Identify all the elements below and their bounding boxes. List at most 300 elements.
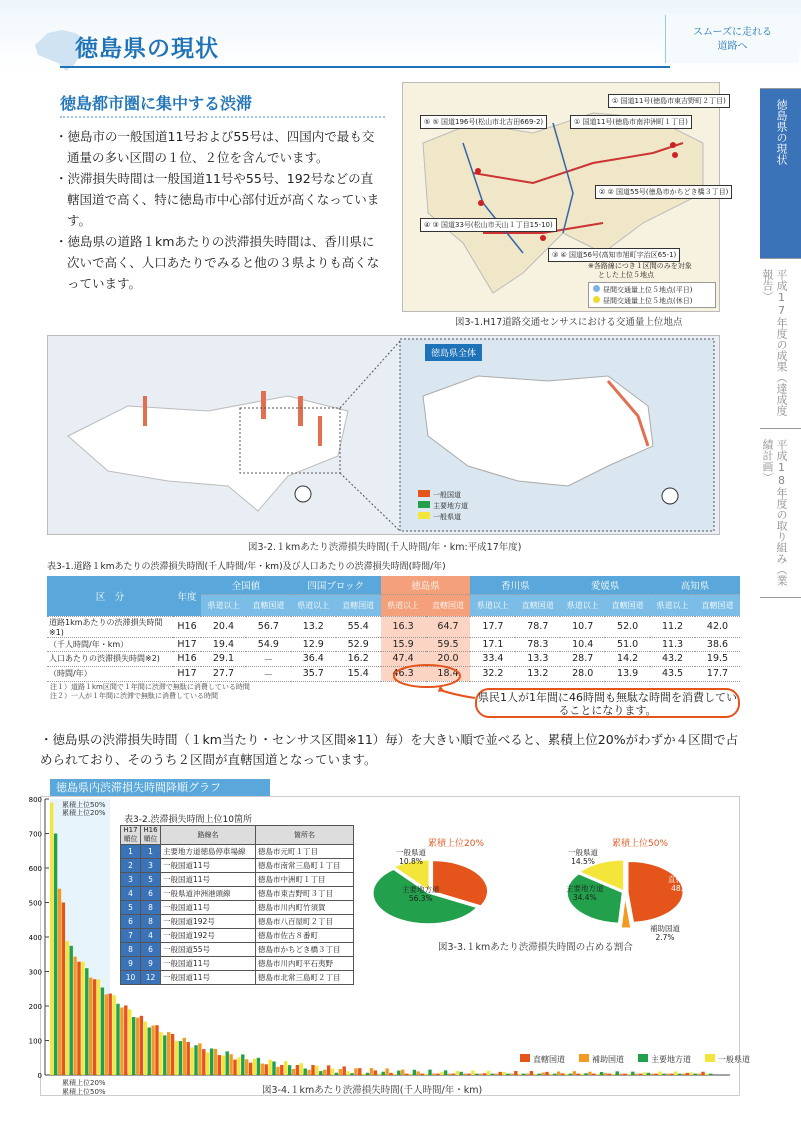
row-year: H16 bbox=[173, 651, 201, 666]
bar bbox=[534, 1074, 537, 1075]
bar bbox=[674, 1072, 677, 1075]
side-tab-plan[interactable]: 平成18年度の取り組み（業績計画） bbox=[760, 428, 801, 598]
bar bbox=[315, 1066, 318, 1075]
table-row bbox=[121, 943, 354, 957]
bar bbox=[436, 1074, 439, 1075]
table-cell: 1 bbox=[121, 845, 141, 859]
table-cell: 78.7 bbox=[515, 616, 560, 637]
y-tick-label: 800 bbox=[28, 796, 42, 804]
table-cell: 28.7 bbox=[560, 651, 605, 666]
bar bbox=[214, 1049, 217, 1075]
table-cell: 6 bbox=[141, 887, 161, 901]
th-sub: 県道以上 bbox=[381, 594, 426, 616]
table-row bbox=[121, 887, 354, 901]
bar bbox=[218, 1055, 221, 1075]
table-cell: 徳島市川内町竹須賀 bbox=[256, 901, 354, 915]
table-row bbox=[121, 971, 354, 985]
note: 注１）道路１km区間で１年間に渋滞で無駄に消費している時間 bbox=[50, 683, 250, 691]
bar bbox=[292, 1069, 295, 1075]
table-cell: 16.3 bbox=[381, 616, 426, 637]
table-cell: 43.5 bbox=[650, 666, 695, 681]
bar bbox=[366, 1073, 369, 1075]
graph-title: 徳島県内渋滞損失時間降順グラフ bbox=[50, 779, 270, 796]
shikoku-3d-loss-map bbox=[48, 336, 719, 534]
table-cell: 一般国道192号 bbox=[161, 929, 256, 943]
pie-label-name: 直轄国道 bbox=[483, 870, 513, 879]
bar bbox=[569, 1074, 572, 1075]
bar bbox=[463, 1074, 466, 1075]
bar bbox=[179, 1041, 182, 1075]
y-tick-label: 500 bbox=[28, 899, 42, 908]
bar bbox=[385, 1068, 388, 1075]
bar bbox=[616, 1071, 619, 1075]
table-cell: 一般国道11号 bbox=[161, 873, 256, 887]
bar bbox=[682, 1074, 685, 1075]
bar bbox=[530, 1071, 533, 1075]
bar bbox=[62, 903, 65, 1076]
bar bbox=[116, 1004, 119, 1075]
bar bbox=[635, 1074, 638, 1075]
bar bbox=[284, 1061, 287, 1075]
legend-label: 一般県道 bbox=[718, 1055, 750, 1064]
bar bbox=[323, 1070, 326, 1075]
bar bbox=[85, 968, 88, 1075]
bar bbox=[58, 889, 61, 1075]
pie-label-name: 主要地方道 bbox=[402, 885, 440, 894]
bar bbox=[202, 1049, 205, 1075]
th-region: 全国値 bbox=[201, 576, 291, 594]
table-cell: 43.2 bbox=[650, 651, 695, 666]
legend-label: 一般国道 bbox=[433, 491, 461, 499]
bar bbox=[580, 1074, 583, 1075]
bar bbox=[405, 1074, 408, 1075]
bar bbox=[518, 1074, 521, 1075]
table-cell: 17.7 bbox=[695, 666, 740, 681]
note: 注２）一人が１年間に渋滞で無駄に消費している時間 bbox=[50, 692, 218, 700]
table-cell: 13.9 bbox=[605, 666, 650, 681]
graph-caption: 図3-4.１kmあたり渋滞損失時間(千人時間/年・km) bbox=[262, 1085, 483, 1096]
bar bbox=[655, 1074, 658, 1075]
bar bbox=[296, 1065, 299, 1075]
bar bbox=[382, 1072, 385, 1075]
table-cell: 35.7 bbox=[291, 666, 336, 681]
bar bbox=[658, 1072, 661, 1075]
table-cell: 56.7 bbox=[246, 616, 291, 637]
table-cell: 13.3 bbox=[515, 651, 560, 666]
bar bbox=[354, 1068, 357, 1075]
table-cell: 4 bbox=[121, 887, 141, 901]
bar bbox=[335, 1073, 338, 1075]
table-cell: 12 bbox=[141, 971, 161, 985]
graph-legend bbox=[520, 1054, 750, 1065]
table-cell: 2 bbox=[121, 859, 141, 873]
bar bbox=[226, 1051, 229, 1075]
bar bbox=[288, 1065, 291, 1075]
bar bbox=[249, 1063, 252, 1075]
table2 bbox=[120, 825, 354, 985]
table-cell: 17.1 bbox=[470, 637, 515, 651]
bar bbox=[639, 1074, 642, 1075]
bar bbox=[190, 1048, 193, 1075]
table-row bbox=[121, 901, 354, 915]
table-cell: － bbox=[246, 651, 291, 666]
table-cell: 42.0 bbox=[695, 616, 740, 637]
bar bbox=[565, 1074, 568, 1075]
table-cell: 12.9 bbox=[291, 637, 336, 651]
bar bbox=[81, 962, 84, 1075]
yellow-dot-icon bbox=[593, 296, 600, 303]
bar bbox=[678, 1074, 681, 1075]
bar bbox=[374, 1070, 377, 1075]
pie-label bbox=[566, 884, 604, 902]
bar bbox=[159, 1032, 162, 1075]
table-row bbox=[121, 957, 354, 971]
bar bbox=[245, 1059, 248, 1075]
bar bbox=[389, 1073, 392, 1075]
bullet-item: ・徳島市の一般国道11号および55号は、四国内で最も交通量の多い区間の１位、２位を含んでいます。 bbox=[55, 129, 375, 165]
pie-label-value: 2.7% bbox=[655, 933, 675, 942]
bar bbox=[577, 1074, 580, 1075]
bar bbox=[588, 1072, 591, 1075]
bar bbox=[608, 1074, 611, 1075]
y-tick-label: 600 bbox=[28, 865, 42, 873]
bar bbox=[253, 1059, 256, 1075]
side-tab-current[interactable]: 徳島県の現状 bbox=[760, 88, 801, 258]
pie-label-name: 直轄国道 bbox=[668, 875, 698, 884]
bar bbox=[596, 1074, 599, 1075]
loss-map-figure bbox=[47, 335, 720, 535]
pie-label-value: 10.8% bbox=[399, 857, 423, 866]
bar bbox=[479, 1074, 482, 1075]
bar bbox=[705, 1074, 708, 1075]
bar bbox=[194, 1045, 197, 1075]
th-sub: 直轄国道 bbox=[515, 594, 560, 616]
table-cell: 徳島市八百屋町２丁目 bbox=[256, 915, 354, 929]
table2-title: 表3-2.渋滞損失時間上位10箇所 bbox=[124, 815, 253, 825]
table-cell: 29.1 bbox=[201, 651, 246, 666]
bar bbox=[526, 1074, 529, 1075]
bar bbox=[171, 1034, 174, 1075]
header-tag bbox=[665, 15, 799, 63]
bar bbox=[448, 1074, 451, 1075]
table-cell: 11.3 bbox=[650, 637, 695, 651]
pie-label bbox=[568, 848, 598, 866]
table-cell: 6 bbox=[141, 943, 161, 957]
table-cell: 徳島市川内町平石夷野 bbox=[256, 957, 354, 971]
bar bbox=[257, 1058, 260, 1075]
bar bbox=[421, 1074, 424, 1075]
table-cell: 19.5 bbox=[695, 651, 740, 666]
bar bbox=[573, 1071, 576, 1075]
bar bbox=[66, 941, 69, 1075]
fig2-caption: 図3-2.１kmあたり渋滞損失時間(千人時間/年・km:平成17年度) bbox=[248, 542, 522, 553]
map-label: ① 国道11号(徳島市南沖洲町１丁目) bbox=[570, 115, 692, 129]
table-row bbox=[47, 616, 740, 637]
map-road-legend bbox=[418, 490, 468, 523]
th: H17順位 bbox=[121, 826, 141, 845]
bar bbox=[304, 1069, 307, 1075]
bar bbox=[370, 1068, 373, 1075]
map-note-1: ※各路線につき１区間のみを対象 bbox=[588, 262, 692, 270]
th-region: 徳島県 bbox=[381, 576, 471, 594]
table-cell: 一般国道11号 bbox=[161, 971, 256, 985]
bar bbox=[456, 1071, 459, 1075]
table-cell: 徳島市南常三島町１丁目 bbox=[256, 859, 354, 873]
bar bbox=[514, 1071, 517, 1075]
row-label: 人口あたりの渋滞損失時間※2) bbox=[47, 651, 173, 666]
legend-item bbox=[705, 1054, 750, 1065]
bar bbox=[584, 1073, 587, 1075]
bar bbox=[362, 1074, 365, 1075]
bar bbox=[210, 1048, 213, 1075]
pie-slice bbox=[621, 897, 630, 927]
bar bbox=[623, 1074, 626, 1075]
table-cell: 徳島市北常三島町２丁目 bbox=[256, 971, 354, 985]
map-label: ⑤ ⑤ 国道196号(松山市北吉田669-2) bbox=[420, 115, 547, 129]
bar bbox=[128, 1009, 131, 1075]
table-row bbox=[121, 845, 354, 859]
table-cell: 52.9 bbox=[336, 637, 381, 651]
bar bbox=[183, 1038, 186, 1075]
pie-label-value: 14.5% bbox=[571, 857, 595, 866]
bar bbox=[163, 1035, 166, 1075]
swatch-icon bbox=[579, 1054, 589, 1062]
bullet-item: ・渋滞損失時間は一般国道11号や55号、192号などの直轄国道で高く、特に徳島市中心部付近が高くなっています。 bbox=[55, 171, 380, 228]
legend-label: 主要地方道 bbox=[433, 502, 468, 510]
map-label: ① 国道11号(徳島市東吉野町２丁目) bbox=[608, 94, 730, 108]
bar bbox=[101, 987, 104, 1075]
bar bbox=[97, 980, 100, 1075]
th-sub: 県道以上 bbox=[291, 594, 336, 616]
row-year: H16 bbox=[173, 616, 201, 637]
bar bbox=[491, 1074, 494, 1075]
legend-weekday bbox=[593, 285, 711, 296]
th-sub: 県道以上 bbox=[470, 594, 515, 616]
bar bbox=[417, 1071, 420, 1075]
legend-holiday bbox=[593, 296, 711, 307]
table1-title: 表3-1.道路１kmあたりの渋滞損失時間(千人時間/年・km)及び人口あたりの渋滞損失時間(時間/年) bbox=[47, 562, 446, 572]
map-note bbox=[588, 262, 692, 280]
fig1-caption: 図3-1.H17道路交通センサスにおける交通量上位地点 bbox=[455, 317, 683, 328]
bar bbox=[132, 1017, 135, 1075]
table-cell: 一般国道11号 bbox=[161, 957, 256, 971]
bar bbox=[77, 962, 80, 1075]
bar bbox=[393, 1074, 396, 1075]
swatch-icon bbox=[418, 512, 430, 519]
bar bbox=[522, 1074, 525, 1075]
bar bbox=[268, 1060, 271, 1075]
table-cell: 一般国道11号 bbox=[161, 901, 256, 915]
pie-label bbox=[396, 848, 426, 866]
bar bbox=[89, 978, 92, 1075]
swatch-icon bbox=[418, 501, 430, 508]
legend-item bbox=[418, 501, 468, 512]
pie-label bbox=[402, 885, 440, 903]
table-cell: 一般国道11号 bbox=[161, 859, 256, 873]
bar bbox=[549, 1074, 552, 1075]
header-rule bbox=[60, 66, 670, 68]
bar bbox=[233, 1060, 236, 1075]
map-note-2: とした上位５地点 bbox=[598, 271, 654, 279]
bar bbox=[175, 1041, 178, 1075]
bar bbox=[307, 1070, 310, 1075]
bar bbox=[327, 1065, 330, 1075]
bar bbox=[432, 1073, 435, 1075]
table-cell: 1 bbox=[141, 845, 161, 859]
bar bbox=[643, 1072, 646, 1075]
table-cell: 一般国道55号 bbox=[161, 943, 256, 957]
table-cell: 10.4 bbox=[560, 637, 605, 651]
bar bbox=[440, 1072, 443, 1075]
table-cell: 47.4 bbox=[381, 651, 426, 666]
bar bbox=[487, 1071, 490, 1075]
table-cell: 9 bbox=[121, 957, 141, 971]
callout-highlight bbox=[380, 650, 480, 710]
bar bbox=[151, 1026, 154, 1075]
table-cell: 8 bbox=[121, 943, 141, 957]
th-region: 高知県 bbox=[650, 576, 740, 594]
th-sub: 直轄国道 bbox=[695, 594, 740, 616]
table-cell: 27.7 bbox=[201, 666, 246, 681]
table-cell: 5 bbox=[121, 901, 141, 915]
table-row bbox=[121, 929, 354, 943]
bar bbox=[444, 1070, 447, 1075]
table-cell: 15.4 bbox=[336, 666, 381, 681]
side-tab-results[interactable]: 平成17年度の成果（達成度報告） bbox=[760, 258, 801, 428]
map-legend bbox=[588, 282, 716, 308]
bar bbox=[261, 1064, 264, 1075]
table-cell: 38.6 bbox=[695, 637, 740, 651]
bar bbox=[510, 1074, 513, 1075]
pie-label bbox=[668, 875, 698, 893]
pie-label-name: 一般県道 bbox=[568, 848, 598, 857]
table-cell: 13.2 bbox=[291, 616, 336, 637]
table-row bbox=[121, 873, 354, 887]
pie-label-value: 32.9% bbox=[486, 879, 510, 888]
legend-label: 主要地方道 bbox=[651, 1055, 691, 1064]
table-cell: 10.7 bbox=[560, 616, 605, 637]
bar bbox=[105, 994, 108, 1075]
th-sub: 直轄国道 bbox=[246, 594, 291, 616]
legend-weekday-label: 昼間交通量上位５地点(平日) bbox=[603, 286, 693, 294]
north-arrow-icon bbox=[295, 486, 311, 502]
bar bbox=[93, 979, 96, 1075]
th: H16順位 bbox=[141, 826, 161, 845]
table-cell: 64.7 bbox=[426, 616, 471, 637]
inset-title: 徳島県全体 bbox=[425, 344, 482, 361]
table-cell: 9 bbox=[141, 957, 161, 971]
table-cell: 14.2 bbox=[605, 651, 650, 666]
legend-item bbox=[579, 1054, 624, 1065]
bar bbox=[627, 1074, 630, 1075]
bar bbox=[280, 1065, 283, 1075]
table-cell: 徳島市中洲町１丁目 bbox=[256, 873, 354, 887]
bar bbox=[631, 1072, 634, 1075]
th: 箇所名 bbox=[256, 826, 354, 845]
table-cell: 19.4 bbox=[201, 637, 246, 651]
y-tick-label: 700 bbox=[28, 830, 42, 839]
bar bbox=[424, 1074, 427, 1075]
map-label: ④ ③ 国道33号(松山市天山１丁目15-10) bbox=[420, 218, 557, 232]
bar bbox=[319, 1071, 322, 1075]
th: 路線名 bbox=[161, 826, 256, 845]
bar bbox=[144, 1022, 147, 1075]
table-cell: 8 bbox=[141, 901, 161, 915]
bar bbox=[600, 1072, 603, 1075]
th-sub: 直轄国道 bbox=[426, 594, 471, 616]
bar bbox=[140, 1016, 143, 1075]
table-cell: 10 bbox=[121, 971, 141, 985]
table-cell: 15.9 bbox=[381, 637, 426, 651]
bar bbox=[670, 1074, 673, 1075]
bar bbox=[709, 1074, 712, 1075]
map-label: ② ② 国道55号(徳島市かちどき橋３丁目) bbox=[595, 185, 732, 199]
bar bbox=[331, 1069, 334, 1075]
bar bbox=[206, 1052, 209, 1075]
pie-label bbox=[650, 924, 680, 942]
bar bbox=[662, 1074, 665, 1075]
y-tick-label: 200 bbox=[28, 1003, 42, 1011]
bar bbox=[499, 1072, 502, 1075]
table-cell: 46.3 bbox=[381, 666, 426, 681]
bar bbox=[198, 1043, 201, 1075]
table-cell: 51.0 bbox=[605, 637, 650, 651]
row-label: （千人時間/年・km） bbox=[47, 637, 173, 651]
table-row bbox=[47, 637, 740, 651]
bar bbox=[651, 1074, 654, 1075]
bar bbox=[155, 1025, 158, 1075]
bar bbox=[73, 957, 76, 1075]
bullet-item: ・徳島県の道路１kmあたりの渋滞損失時間は、香川県に次いで高く、人口あたりでみると他の３県よりも高くなっています。 bbox=[55, 234, 380, 291]
pie20-title: 累積上位20% bbox=[428, 839, 485, 849]
bar bbox=[222, 1055, 225, 1075]
bar bbox=[229, 1054, 232, 1075]
bar bbox=[311, 1065, 314, 1075]
bar bbox=[502, 1072, 505, 1075]
bar bbox=[495, 1074, 498, 1075]
legend-item bbox=[418, 490, 468, 501]
bar bbox=[397, 1071, 400, 1075]
pie-label-value: 48.4% bbox=[671, 884, 695, 893]
map-label: ③ ④ 国道56号(高知市旭町宇治区65-1) bbox=[548, 248, 680, 262]
page-title: 徳島県の現状 bbox=[75, 36, 219, 62]
th-region: 香川県 bbox=[470, 576, 560, 594]
bar bbox=[506, 1074, 509, 1075]
table-cell: 徳島市佐古８番町 bbox=[256, 929, 354, 943]
table-cell: 主要地方道徳島停車場線 bbox=[161, 845, 256, 859]
bar bbox=[483, 1073, 486, 1075]
bar bbox=[619, 1074, 622, 1075]
pie-label bbox=[483, 870, 513, 888]
bar bbox=[300, 1063, 303, 1075]
y-tick-label: 0 bbox=[37, 1072, 42, 1080]
bar bbox=[647, 1073, 650, 1075]
swatch-icon bbox=[520, 1054, 530, 1062]
table-cell: 16.2 bbox=[336, 651, 381, 666]
y-tick-label: 100 bbox=[28, 1037, 42, 1046]
table-cell: 一般県道沖洲港頭線 bbox=[161, 887, 256, 901]
th-sub: 県道以上 bbox=[650, 594, 695, 616]
section-divider bbox=[60, 116, 385, 118]
swatch-icon bbox=[705, 1054, 715, 1062]
th-region: 愛媛県 bbox=[560, 576, 650, 594]
bar bbox=[690, 1072, 693, 1075]
th-kubun: 区 分 bbox=[47, 576, 173, 616]
table-row bbox=[121, 915, 354, 929]
row-year: H17 bbox=[173, 666, 201, 681]
bar bbox=[167, 1032, 170, 1075]
table-cell: 徳島市元町１丁目 bbox=[256, 845, 354, 859]
